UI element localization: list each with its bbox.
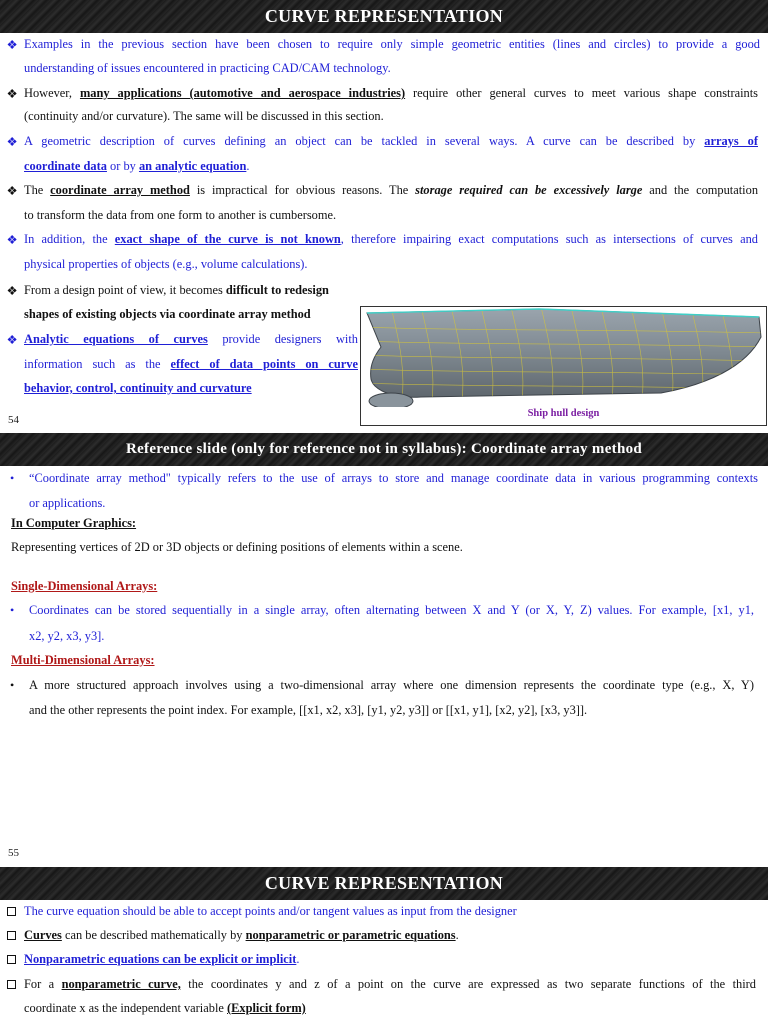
slide1-header (0, 0, 768, 33)
dot-bullet-icon: • (10, 603, 15, 617)
ship-hull-image (361, 307, 766, 407)
square-bullet-icon (7, 931, 16, 940)
diamond-bullet-icon: ❖ (6, 38, 18, 52)
figure-caption: Ship hull design (527, 408, 600, 419)
s1-p1-line1: Examples in the previous section have been chosen to require only simple geometric entities (lines and circles) to provide a good (24, 37, 760, 51)
slide2-graphics-text: Representing vertices of 2D or 3D objects or defining positions of elements within a scene. (11, 540, 463, 554)
slide2-heading-single: Single-Dimensional Arrays: (11, 579, 158, 593)
slide1-title: CURVE REPRESENTATION (264, 6, 504, 26)
diamond-bullet-icon: ❖ (6, 135, 18, 149)
slide2-header (0, 433, 768, 466)
diamond-bullet-icon: ❖ (6, 333, 18, 347)
dot-bullet-icon: • (10, 471, 15, 485)
diamond-bullet-icon: ❖ (6, 87, 18, 101)
s1-p1-line2: understanding of issues encountered in practicing CAD/CAM technology. (24, 61, 391, 75)
slide1-page-number: 54 (8, 414, 19, 426)
slide3-header (0, 867, 768, 900)
ship-hull-figure (360, 306, 767, 426)
slide2-heading-multi: Multi-Dimensional Arrays: (11, 653, 155, 667)
slide2-heading-graphics: In Computer Graphics: (11, 516, 137, 530)
s1-p2-emphasis: many applications (automotive and aerospace industries) (79, 86, 406, 100)
square-bullet-icon (7, 907, 16, 916)
dot-bullet-icon: • (10, 678, 15, 692)
slide2-page-number: 55 (8, 847, 19, 859)
s1-p2-line2: (continuity and/or curvature). The same will be discussed in this section. (24, 109, 384, 123)
square-bullet-icon (7, 955, 16, 964)
diamond-bullet-icon: ❖ (6, 233, 18, 247)
diamond-bullet-icon: ❖ (6, 184, 18, 198)
slide3-title: CURVE REPRESENTATION (264, 873, 504, 893)
slide2-title: Reference slide (only for reference not in syllabus): Coordinate array method (125, 441, 643, 457)
square-bullet-icon (7, 980, 16, 989)
diamond-bullet-icon: ❖ (6, 284, 18, 298)
